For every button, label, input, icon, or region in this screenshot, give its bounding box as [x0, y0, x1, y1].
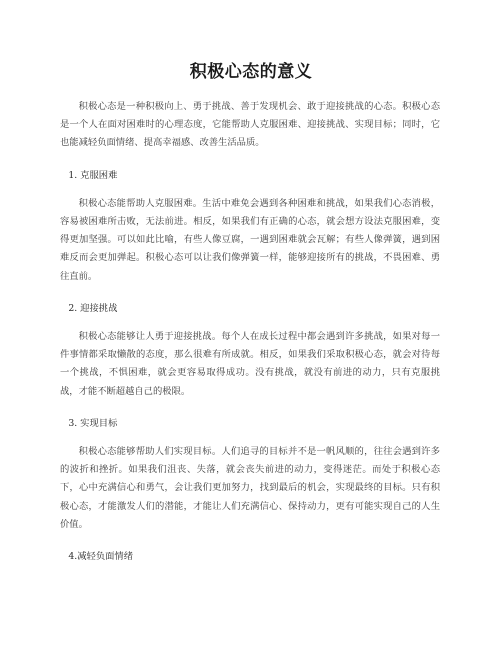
section-heading-4: 4.减轻负面情绪	[68, 551, 134, 563]
document-title: 积极心态的意义	[189, 62, 313, 82]
section-body-2: 积极心态能够让人勇于迎接挑战。每个人在成长过程中都会遇到许多挑战，如果对每一件事情都采取懒散的态度，那么很难有所成就。相反，如果我们采取积极心态，就会对待每一个挑战，不惧困难，就会更容易取得成功。没有挑战，就没有前进的动力，只有克服挑战，才能不断超越自己的极限。	[60, 331, 440, 397]
intro-paragraph: 积极心态是一种积极向上、勇于挑战、善于发现机会、敢于迎接挑战的心态。积极心态是一个人在面对困难时的心理态度，它能帮助人克服困难、迎接挑战、实现目标；同时，它也能减轻负面情绪、提高幸福感、改善生活品质。	[60, 101, 440, 149]
section-heading-2: 2. 迎接挑战	[68, 302, 118, 314]
section-heading-3: 3. 实现目标	[68, 417, 118, 429]
section-body-3: 积极心态能够帮助人们实现目标。人们追寻的目标并不是一帆风顺的，往往会遇到许多的波折和挫折。如果我们沮丧、失落，就会丧失前进的动力，变得迷茫。而处于积极心态下，心中充满信心和勇气，会让我们更加努力，找到最后的机会，实现最终的目标。只有积极心态，才能激发人们的潜能，才能让人们充满信心、保持动力，更有可能实现自己的人生价值。	[60, 446, 440, 530]
section-heading-1: 1. 克服困难	[68, 169, 118, 181]
document-body	[60, 98, 440, 566]
section-body-1: 积极心态能帮助人克服困难。生活中难免会遇到各种困难和挑战，如果我们心态消极，容易被困难所击败，无法前进。相反，如果我们有正确的心态，就会想方设法克服困难，变得更加坚强。可以如此比喻，有些人像豆腐，一遇到困难就会瓦解；有些人像弹簧，遇到困难反而会更加弹起。积极心态可以让我们像弹簧一样，能够迎接所有的挑战，不畏困难、勇往直前。	[60, 197, 440, 282]
